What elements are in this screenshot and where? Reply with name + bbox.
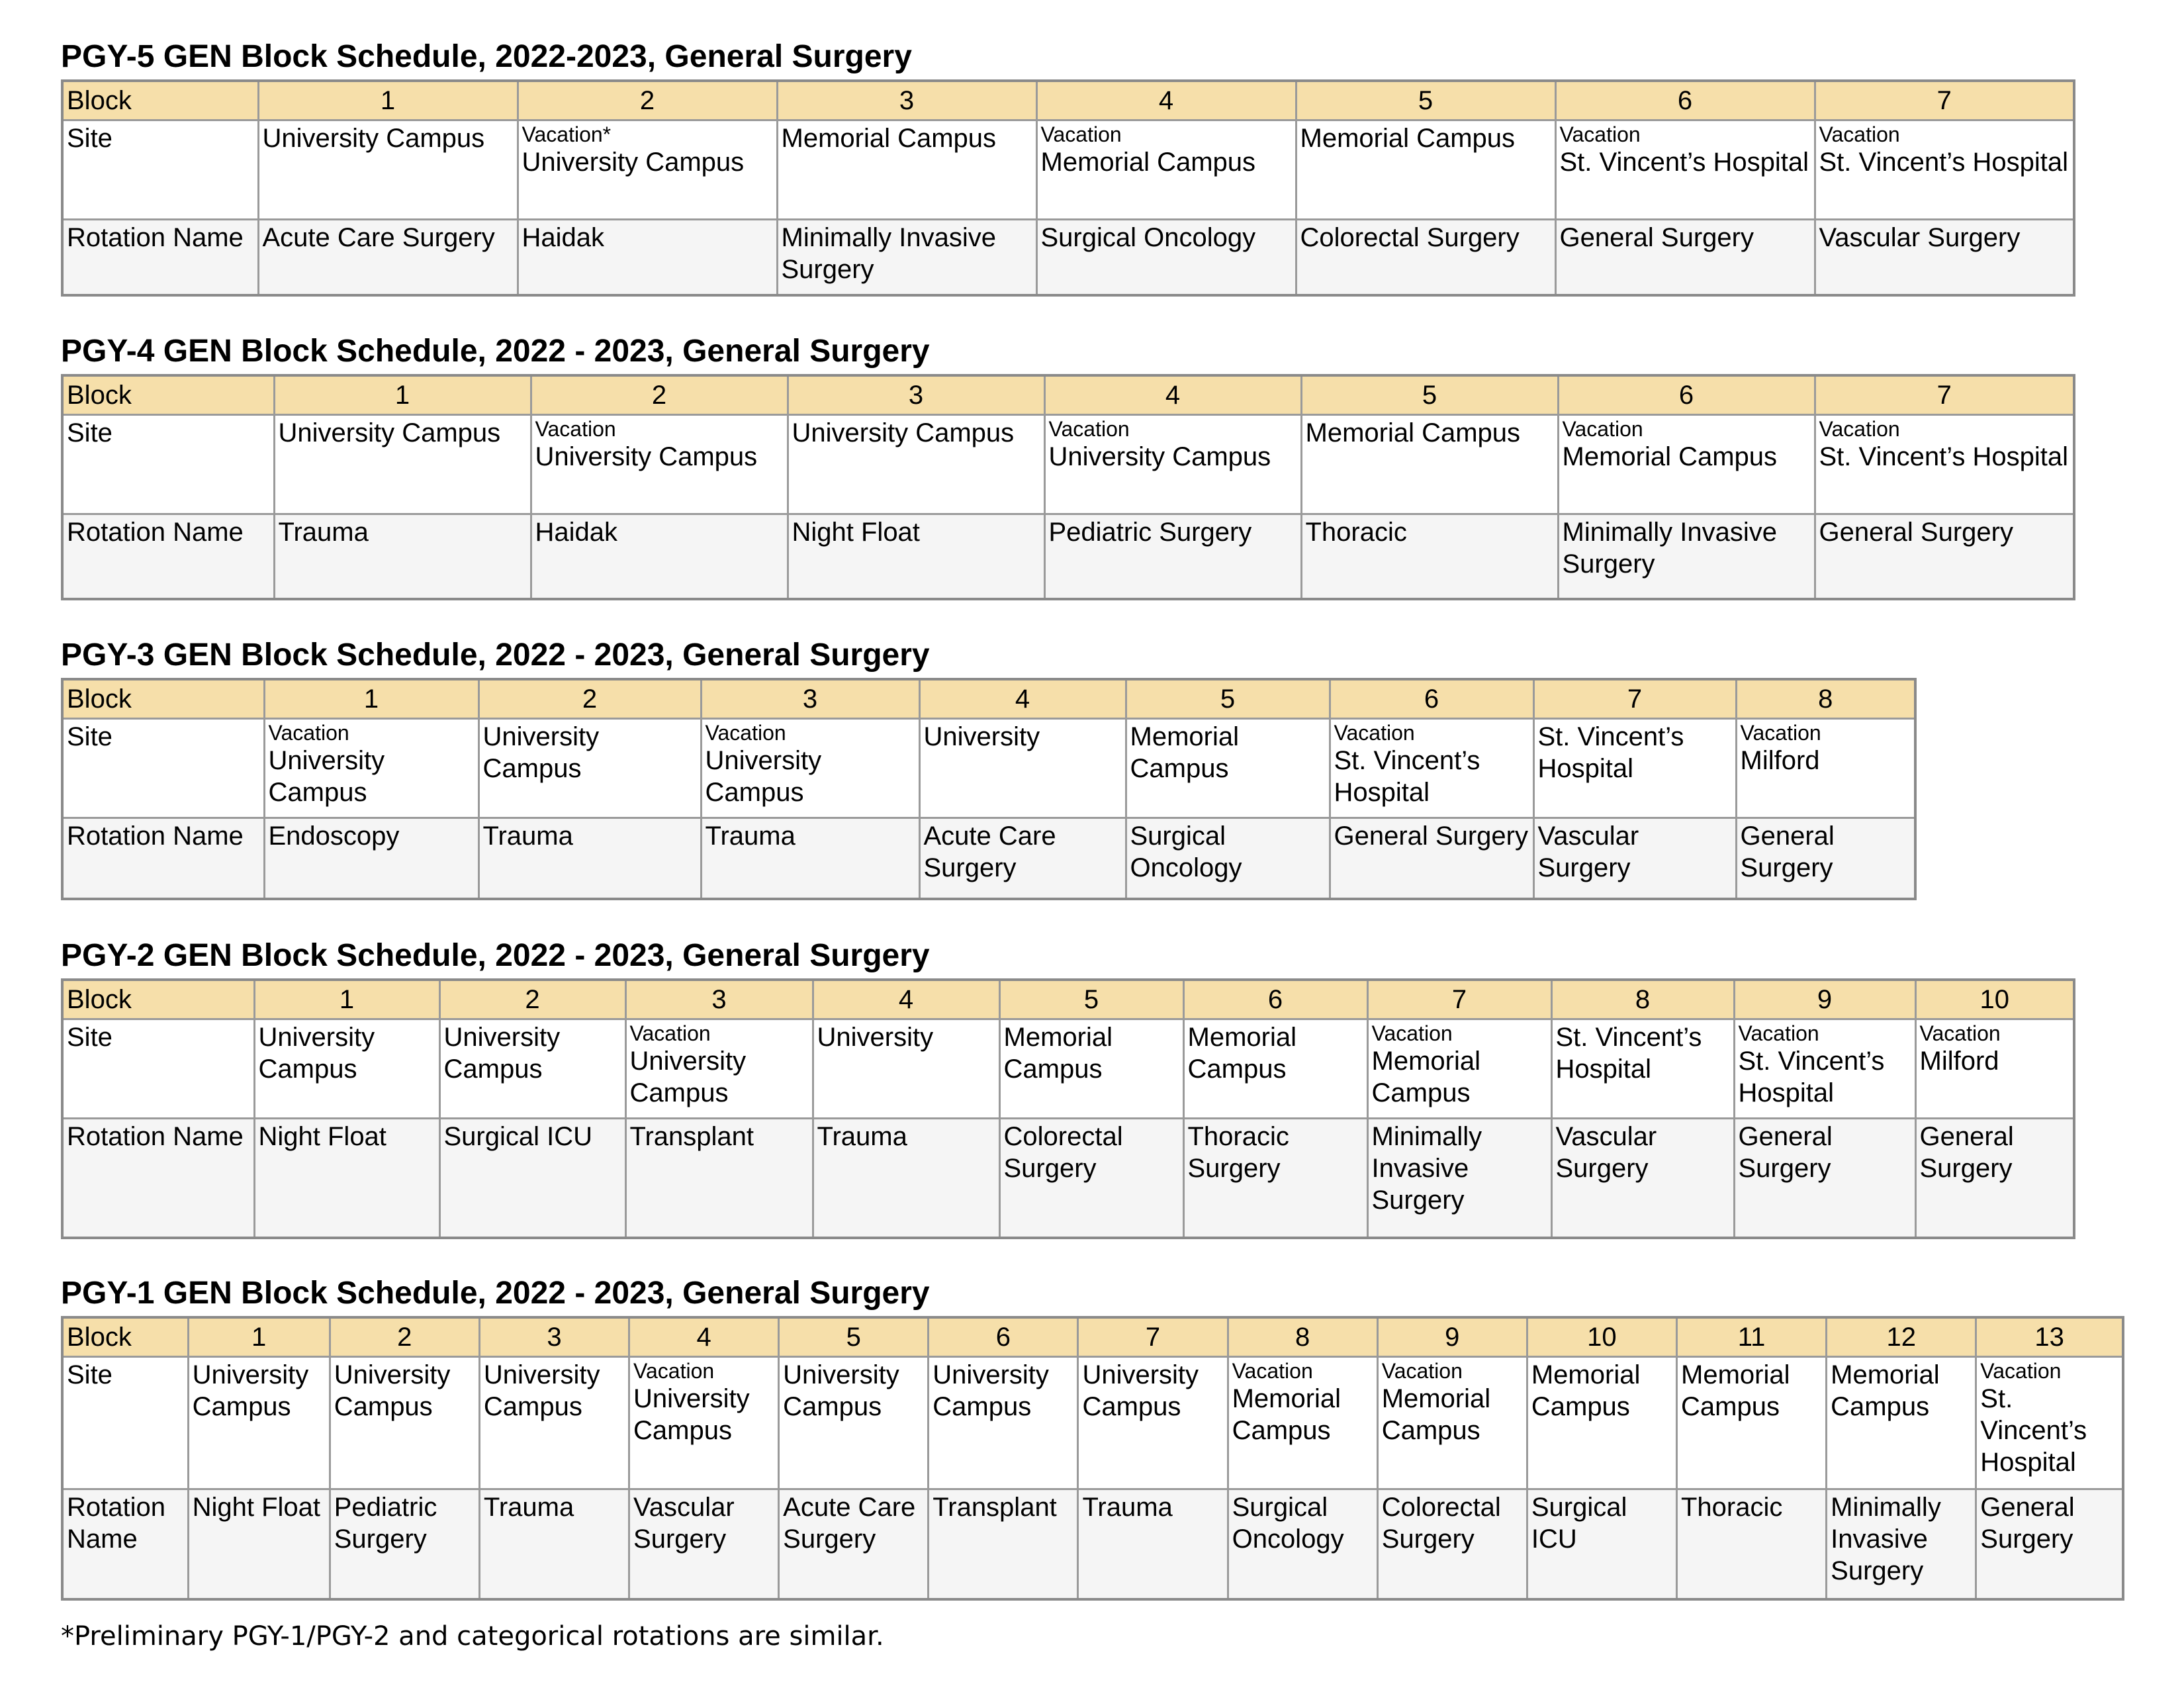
block-number: 2	[518, 81, 777, 120]
rotation-cell: Thoracic	[1677, 1489, 1827, 1599]
site-name: University Campus	[278, 418, 501, 447]
site-cell	[1677, 1357, 1827, 1489]
site-name: University Campus	[1082, 1360, 1199, 1421]
block-number: 2	[531, 375, 788, 415]
rotation-cell: Surgical ICU	[1527, 1489, 1676, 1599]
rotation-cell: General Surgery	[1330, 818, 1533, 899]
site-cell	[188, 1357, 330, 1489]
rotation-cell: General Surgery	[1555, 220, 1815, 295]
site-name: St. Vincent’s Hospital	[1334, 746, 1480, 807]
site-cell	[1734, 1019, 1915, 1119]
site-cell	[999, 1019, 1183, 1119]
site-cell	[1367, 1019, 1551, 1119]
site-name: Memorial Campus	[1300, 124, 1516, 153]
block-number: 9	[1734, 980, 1915, 1019]
site-name: Memorial Campus	[1040, 148, 1256, 177]
site-name: St. Vincent’s Hospital	[1559, 148, 1809, 177]
block-number: 5	[1296, 81, 1555, 120]
site-cell	[531, 415, 788, 514]
site-cell	[1183, 1019, 1367, 1119]
rotation-label: Rotation Name	[62, 818, 264, 899]
block-number: 3	[701, 679, 919, 719]
site-cell	[258, 120, 518, 220]
vacation-note: Vacation	[633, 1359, 715, 1383]
block-number: 4	[1044, 375, 1301, 415]
rotation-cell: Colorectal Surgery	[999, 1119, 1183, 1238]
vacation-note: Vacation	[1919, 1021, 2001, 1045]
pgy1-table	[61, 1316, 2124, 1601]
pgy2-table	[61, 978, 2075, 1239]
vacation-note: Vacation	[1371, 1021, 1453, 1045]
block-number: 3	[777, 81, 1036, 120]
site-cell	[1815, 120, 2074, 220]
rotation-row	[62, 220, 2074, 295]
rotation-label: Rotation Name	[62, 1489, 188, 1599]
site-cell	[813, 1019, 999, 1119]
site-name: University Campus	[262, 124, 485, 153]
block-number: 7	[1815, 81, 2074, 120]
rotation-cell: General Surgery	[1915, 1119, 2074, 1238]
block-number: 4	[919, 679, 1126, 719]
pgy5-title: PGY-5 GEN Block Schedule, 2022-2023, General Surgery	[61, 39, 912, 74]
site-cell	[1126, 719, 1330, 818]
rotation-cell: General Surgery	[1736, 818, 1915, 899]
rotation-label: Rotation Name	[62, 220, 258, 295]
pgy2-title: PGY-2 GEN Block Schedule, 2022 - 2023, General Surgery	[61, 938, 930, 973]
block-number: 8	[1228, 1317, 1377, 1357]
vacation-note: Vacation*	[522, 122, 612, 146]
rotation-cell: Colorectal Surgery	[1296, 220, 1555, 295]
site-cell	[1301, 415, 1558, 514]
vacation-note: Vacation	[1562, 417, 1643, 441]
header-row	[62, 81, 2074, 120]
block-label: Block	[62, 1317, 188, 1357]
site-cell	[1533, 719, 1736, 818]
block-number: 8	[1736, 679, 1915, 719]
site-name: Memorial Campus	[1681, 1360, 1790, 1421]
rotation-cell: Night Float	[188, 1489, 330, 1599]
block-number: 7	[1533, 679, 1736, 719]
site-row	[62, 1019, 2074, 1119]
site-name: St. Vincent’s Hospital	[1537, 722, 1684, 783]
block-number: 11	[1677, 1317, 1827, 1357]
site-cell	[1036, 120, 1296, 220]
rotation-cell: Vascular Surgery	[1551, 1119, 1734, 1238]
site-name: Memorial Campus	[1130, 722, 1239, 783]
rotation-cell: Pediatric Surgery	[1044, 514, 1301, 599]
rotation-row	[62, 818, 1915, 899]
block-number: 3	[788, 375, 1044, 415]
rotation-cell: Endoscopy	[264, 818, 478, 899]
site-cell	[779, 1357, 929, 1489]
site-name: University Campus	[443, 1023, 561, 1084]
rotation-cell: Surgical Oncology	[1036, 220, 1296, 295]
vacation-note: Vacation	[1040, 122, 1122, 146]
site-name: University Campus	[705, 746, 822, 807]
site-cell	[439, 1019, 625, 1119]
rotation-cell: Trauma	[479, 1489, 629, 1599]
header-row	[62, 679, 1915, 719]
block-number: 4	[1036, 81, 1296, 120]
block-number: 6	[1558, 375, 1815, 415]
site-name: University Campus	[792, 418, 1015, 447]
rotation-label: Rotation Name	[62, 514, 274, 599]
site-cell	[1527, 1357, 1676, 1489]
header-row	[62, 1317, 2123, 1357]
vacation-note: Vacation	[1334, 721, 1415, 745]
rotation-cell: Thoracic	[1301, 514, 1558, 599]
block-number: 5	[1126, 679, 1330, 719]
vacation-note: Vacation	[1980, 1359, 2062, 1383]
block-number: 12	[1827, 1317, 1976, 1357]
block-label: Block	[62, 375, 274, 415]
site-row	[62, 1357, 2123, 1489]
rotation-label: Rotation Name	[62, 1119, 254, 1238]
rotation-cell: Minimally Invasive Surgery	[1367, 1119, 1551, 1238]
rotation-cell: Vascular Surgery	[1533, 818, 1736, 899]
rotation-cell: Pediatric Surgery	[330, 1489, 479, 1599]
rotation-cell: Transplant	[625, 1119, 813, 1238]
site-name: University Campus	[1048, 442, 1271, 471]
vacation-note: Vacation	[1048, 417, 1130, 441]
site-name: University Campus	[258, 1023, 375, 1084]
pgy4-title: PGY-4 GEN Block Schedule, 2022 - 2023, General Surgery	[61, 334, 930, 369]
site-cell	[1915, 1019, 2074, 1119]
site-name: University Campus	[535, 442, 758, 471]
block-number: 1	[264, 679, 478, 719]
block-number: 7	[1815, 375, 2074, 415]
rotation-cell: Minimally Invasive Surgery	[1558, 514, 1815, 599]
site-cell	[518, 120, 777, 220]
block-number: 1	[258, 81, 518, 120]
block-number: 7	[1367, 980, 1551, 1019]
site-name: St. Vincent’s Hospital	[1819, 442, 2069, 471]
site-name: St. Vincent’s Hospital	[1555, 1023, 1702, 1084]
vacation-note: Vacation	[1819, 122, 1900, 146]
site-cell	[701, 719, 919, 818]
rotation-cell: Haidak	[531, 514, 788, 599]
site-cell	[1228, 1357, 1377, 1489]
rotation-cell: Acute Care Surgery	[258, 220, 518, 295]
site-name: Memorial Campus	[1531, 1360, 1641, 1421]
block-label: Block	[62, 81, 258, 120]
site-label: Site	[62, 1019, 254, 1119]
block-number: 2	[330, 1317, 479, 1357]
vacation-note: Vacation	[1740, 721, 1821, 745]
pgy3-table	[61, 678, 1917, 900]
site-cell	[1044, 415, 1301, 514]
site-name: University Campus	[522, 148, 745, 177]
block-label: Block	[62, 679, 264, 719]
site-cell	[1558, 415, 1815, 514]
header-row	[62, 375, 2074, 415]
pgy4-table	[61, 374, 2075, 600]
site-cell	[1551, 1019, 1734, 1119]
site-name: Memorial Campus	[781, 124, 997, 153]
rotation-cell: Night Float	[788, 514, 1044, 599]
site-name: University Campus	[334, 1360, 451, 1421]
site-name: Memorial Campus	[1831, 1360, 1940, 1421]
block-number: 2	[439, 980, 625, 1019]
pgy5-table	[61, 79, 2075, 297]
block-number: 1	[254, 980, 439, 1019]
block-number: 6	[1330, 679, 1533, 719]
rotation-cell: Acute Care Surgery	[779, 1489, 929, 1599]
site-name: University Campus	[268, 746, 385, 807]
rotation-cell: Night Float	[254, 1119, 439, 1238]
site-name: Memorial Campus	[1381, 1384, 1491, 1445]
block-number: 10	[1527, 1317, 1676, 1357]
vacation-note: Vacation	[1738, 1021, 1819, 1045]
site-cell	[1555, 120, 1815, 220]
vacation-note: Vacation	[1381, 1359, 1463, 1383]
site-cell	[777, 120, 1036, 220]
block-number: 4	[813, 980, 999, 1019]
site-name: Milford	[1740, 746, 1820, 775]
pgy3-section	[61, 637, 1917, 900]
site-label: Site	[62, 120, 258, 220]
rotation-cell: Surgical Oncology	[1126, 818, 1330, 899]
block-number: 5	[779, 1317, 929, 1357]
site-cell	[254, 1019, 439, 1119]
block-number: 2	[478, 679, 701, 719]
block-number: 3	[479, 1317, 629, 1357]
site-name: University Campus	[633, 1384, 750, 1445]
site-cell	[330, 1357, 479, 1489]
rotation-cell: Transplant	[929, 1489, 1078, 1599]
site-name: University Campus	[483, 1360, 600, 1421]
block-number: 10	[1915, 980, 2074, 1019]
site-name: University	[817, 1023, 934, 1052]
site-name: St. Vincent’s Hospital	[1738, 1047, 1885, 1107]
block-number: 6	[1183, 980, 1367, 1019]
site-row	[62, 415, 2074, 514]
block-number: 5	[999, 980, 1183, 1019]
rotation-cell: General Surgery	[1976, 1489, 2123, 1599]
vacation-note: Vacation	[1819, 417, 1900, 441]
site-cell	[479, 1357, 629, 1489]
rotation-cell: Haidak	[518, 220, 777, 295]
site-cell	[478, 719, 701, 818]
block-number: 1	[274, 375, 531, 415]
vacation-note: Vacation	[1232, 1359, 1313, 1383]
pgy2-section	[61, 937, 2075, 1239]
pgy5-section	[61, 38, 2075, 297]
vacation-note: Vacation	[629, 1021, 711, 1045]
pgy1-title: PGY-1 GEN Block Schedule, 2022 - 2023, General Surgery	[61, 1276, 930, 1311]
site-cell	[929, 1357, 1078, 1489]
site-cell	[1976, 1357, 2123, 1489]
site-label: Site	[62, 415, 274, 514]
rotation-cell: Trauma	[1078, 1489, 1228, 1599]
rotation-row	[62, 1119, 2074, 1238]
site-cell	[274, 415, 531, 514]
rotation-cell: Vascular Surgery	[1815, 220, 2074, 295]
site-cell	[1377, 1357, 1527, 1489]
block-number: 3	[625, 980, 813, 1019]
rotation-cell: Minimally Invasive Surgery	[1827, 1489, 1976, 1599]
rotation-cell: General Surgery	[1734, 1119, 1915, 1238]
site-name: University Campus	[933, 1360, 1049, 1421]
site-row	[62, 719, 1915, 818]
block-number: 8	[1551, 980, 1734, 1019]
block-number: 7	[1078, 1317, 1228, 1357]
site-cell	[1827, 1357, 1976, 1489]
rotation-cell: Minimally Invasive Surgery	[777, 220, 1036, 295]
site-name: Memorial Campus	[1371, 1047, 1480, 1107]
site-cell	[625, 1019, 813, 1119]
site-name: University Campus	[629, 1047, 747, 1107]
site-name: Milford	[1919, 1047, 1999, 1076]
rotation-row	[62, 1489, 2123, 1599]
rotation-cell: Acute Care Surgery	[919, 818, 1126, 899]
vacation-note: Vacation	[1559, 122, 1641, 146]
site-name: University Campus	[783, 1360, 899, 1421]
site-cell	[1815, 415, 2074, 514]
rotation-row	[62, 514, 2074, 599]
pgy3-title: PGY-3 GEN Block Schedule, 2022 - 2023, General Surgery	[61, 637, 930, 673]
rotation-cell: Trauma	[813, 1119, 999, 1238]
site-name: Memorial Campus	[1187, 1023, 1297, 1084]
rotation-cell: Vascular Surgery	[629, 1489, 779, 1599]
rotation-cell: Surgical ICU	[439, 1119, 625, 1238]
site-cell	[1736, 719, 1915, 818]
rotation-cell: Colorectal Surgery	[1377, 1489, 1527, 1599]
block-number: 6	[1555, 81, 1815, 120]
vacation-note: Vacation	[268, 721, 349, 745]
site-cell	[264, 719, 478, 818]
site-label: Site	[62, 719, 264, 818]
site-cell	[919, 719, 1126, 818]
rotation-cell: General Surgery	[1815, 514, 2074, 599]
site-label: Site	[62, 1357, 188, 1489]
site-name: University	[923, 722, 1040, 751]
rotation-cell: Thoracic Surgery	[1183, 1119, 1367, 1238]
rotation-cell: Trauma	[478, 818, 701, 899]
block-number: 6	[929, 1317, 1078, 1357]
block-number: 5	[1301, 375, 1558, 415]
block-number: 1	[188, 1317, 330, 1357]
block-number: 9	[1377, 1317, 1527, 1357]
pgy1-section	[61, 1275, 2124, 1601]
block-number: 13	[1976, 1317, 2123, 1357]
rotation-cell: Trauma	[701, 818, 919, 899]
site-cell	[1330, 719, 1533, 818]
site-name: University Campus	[192, 1360, 309, 1421]
rotation-cell: Trauma	[274, 514, 531, 599]
site-name: St. Vincent’s Hospital	[1980, 1384, 2087, 1477]
vacation-note: Vacation	[535, 417, 616, 441]
header-row	[62, 980, 2074, 1019]
vacation-note: Vacation	[705, 721, 786, 745]
site-row	[62, 120, 2074, 220]
site-cell	[1078, 1357, 1228, 1489]
site-name: University Campus	[482, 722, 600, 783]
rotation-cell: Surgical Oncology	[1228, 1489, 1377, 1599]
block-label: Block	[62, 980, 254, 1019]
pgy4-section	[61, 333, 2075, 600]
site-name: Memorial Campus	[1232, 1384, 1342, 1445]
site-name: Memorial Campus	[1305, 418, 1521, 447]
site-cell	[1296, 120, 1555, 220]
site-cell	[788, 415, 1044, 514]
footnote: *Preliminary PGY-1/PGY-2 and categorical rotations are similar.	[61, 1621, 884, 1652]
site-name: Memorial Campus	[1562, 442, 1778, 471]
block-number: 4	[629, 1317, 779, 1357]
site-name: Memorial Campus	[1003, 1023, 1113, 1084]
site-cell	[629, 1357, 779, 1489]
site-name: St. Vincent’s Hospital	[1819, 148, 2069, 177]
